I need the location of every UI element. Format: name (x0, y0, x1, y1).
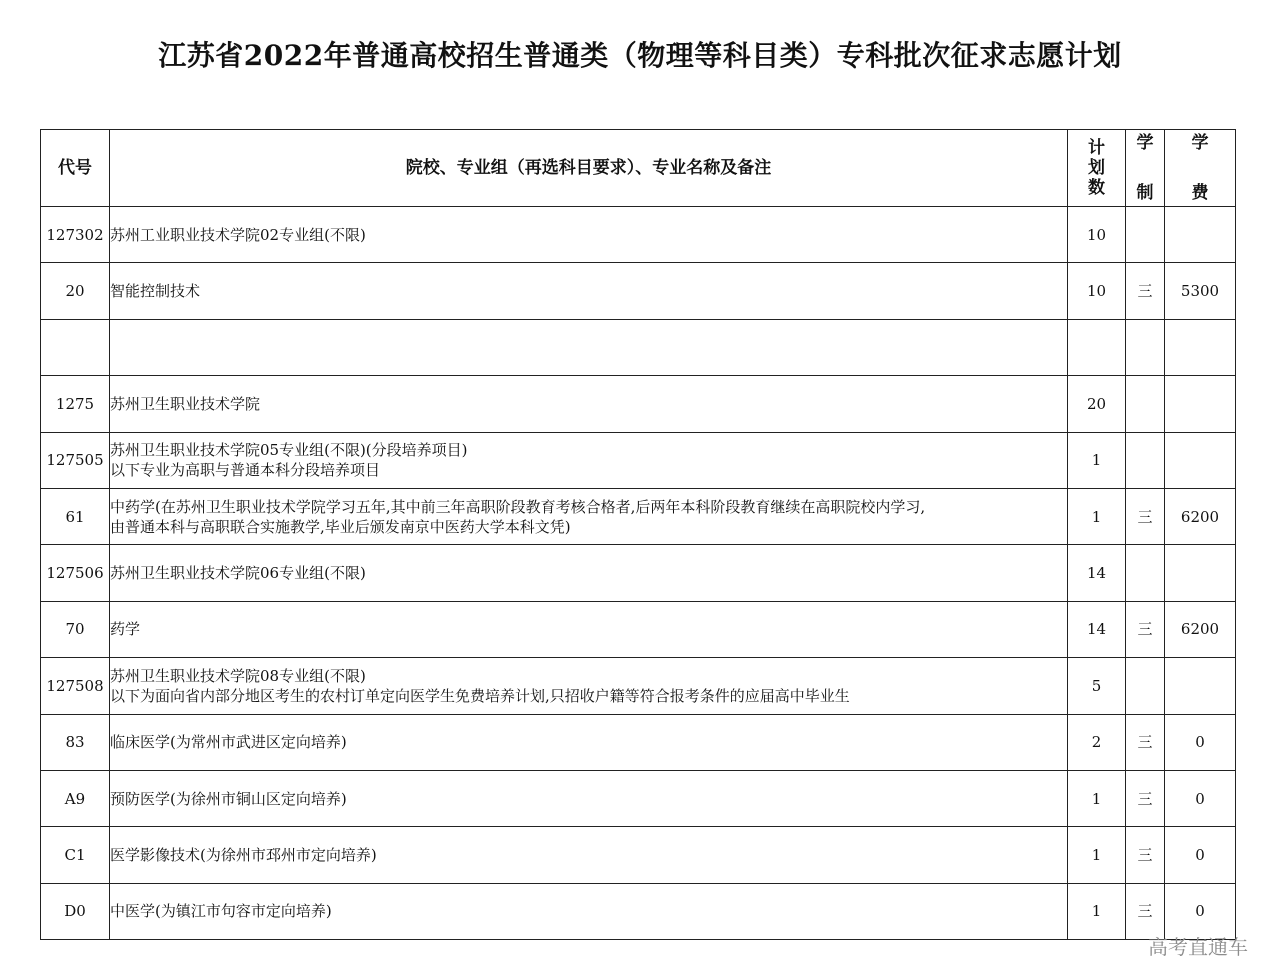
cell-plan: 1 (1068, 770, 1126, 826)
cell-fee: 6200 (1165, 488, 1236, 544)
cell-fee (1165, 319, 1236, 375)
cell-code: 1275 (41, 376, 110, 432)
cell-fee (1165, 207, 1236, 263)
cell-name-line: 中医学(为镇江市句容市定向培养) (110, 902, 332, 921)
table-row (41, 770, 1236, 826)
cell-name (110, 658, 1068, 714)
cell-name-line: 以下为面向省内部分地区考生的农村订单定向医学生免费培养计划,只招收户籍等符合报考条件的应届高中毕业生 (110, 686, 850, 705)
cell-code: 61 (41, 488, 110, 544)
cell-name-line: 苏州工业职业技术学院02专业组(不限) (110, 225, 366, 244)
cell-plan: 1 (1068, 432, 1126, 488)
header-fee: 学 费 (1165, 130, 1236, 207)
table-row (41, 207, 1236, 263)
cell-plan: 14 (1068, 545, 1126, 601)
cell-name-line: 智能控制技术 (110, 282, 201, 301)
cell-fee: 0 (1165, 827, 1236, 883)
header-plan: 计 划 数 (1068, 130, 1126, 207)
table-row (41, 714, 1236, 770)
cell-name-line: 苏州卫生职业技术学院05专业组(不限)(分段培养项目) (110, 441, 468, 460)
cell-duration (1126, 207, 1165, 263)
cell-duration (1126, 658, 1165, 714)
cell-name-line: 以下专业为高职与普通本科分段培养项目 (110, 461, 381, 480)
cell-duration: 三 (1126, 263, 1165, 319)
cell-code (41, 319, 110, 375)
cell-plan: 2 (1068, 714, 1126, 770)
header-code: 代号 (41, 130, 110, 207)
table-row (41, 376, 1236, 432)
cell-name-line: 中药学(在苏州卫生职业技术学院学习五年,其中前三年高职阶段教育考核合格者,后两年本科阶段教育继续在高职院校内学习, (110, 497, 926, 516)
cell-plan: 5 (1068, 658, 1126, 714)
table-row (41, 827, 1236, 883)
cell-fee: 6200 (1165, 601, 1236, 657)
table-row (41, 658, 1236, 714)
cell-name-line: 由普通本科与高职联合实施教学,毕业后颁发南京中医药大学本科文凭) (110, 517, 571, 536)
cell-plan: 10 (1068, 263, 1126, 319)
cell-code: 83 (41, 714, 110, 770)
cell-name (110, 432, 1068, 488)
cell-name (110, 319, 1068, 375)
cell-plan: 1 (1068, 488, 1126, 544)
cell-code: 127505 (41, 432, 110, 488)
table-row (41, 883, 1236, 939)
cell-name (110, 263, 1068, 319)
cell-fee (1165, 658, 1236, 714)
header-duration: 学 制 (1126, 130, 1165, 207)
cell-duration: 三 (1126, 883, 1165, 939)
cell-fee: 0 (1165, 770, 1236, 826)
cell-name (110, 545, 1068, 601)
header-name: 院校、专业组（再选科目要求）、专业名称及备注 (110, 130, 1068, 207)
cell-name (110, 770, 1068, 826)
cell-name-line: 苏州卫生职业技术学院 (110, 394, 261, 413)
cell-name-line: 临床医学(为常州市武进区定向培养) (110, 733, 347, 752)
cell-plan: 20 (1068, 376, 1126, 432)
cell-duration: 三 (1126, 601, 1165, 657)
cell-fee (1165, 376, 1236, 432)
cell-code: C1 (41, 827, 110, 883)
cell-name (110, 376, 1068, 432)
cell-code: D0 (41, 883, 110, 939)
cell-duration: 三 (1126, 488, 1165, 544)
cell-duration: 三 (1126, 827, 1165, 883)
table-row (41, 545, 1236, 601)
plan-table (40, 129, 1236, 940)
cell-code: 70 (41, 601, 110, 657)
cell-name (110, 827, 1068, 883)
cell-duration (1126, 432, 1165, 488)
table-body (41, 207, 1236, 940)
cell-name-line: 医学影像技术(为徐州市邳州市定向培养) (110, 845, 377, 864)
cell-name-line: 药学 (110, 620, 141, 639)
watermark: 高考直通车 (1148, 935, 1248, 959)
cell-plan (1068, 319, 1126, 375)
cell-code: 127508 (41, 658, 110, 714)
cell-code: 20 (41, 263, 110, 319)
cell-plan: 1 (1068, 883, 1126, 939)
cell-name (110, 601, 1068, 657)
cell-name (110, 207, 1068, 263)
cell-name-line: 预防医学(为徐州市铜山区定向培养) (110, 789, 347, 808)
cell-code: 127302 (41, 207, 110, 263)
cell-duration: 三 (1126, 770, 1165, 826)
table-row (41, 432, 1236, 488)
cell-fee (1165, 432, 1236, 488)
document-title: 江苏省2022年普通高校招生普通类（物理等科目类）专科批次征求志愿计划 (158, 39, 1122, 72)
cell-duration (1126, 319, 1165, 375)
table-row (41, 601, 1236, 657)
cell-fee: 5300 (1165, 263, 1236, 319)
cell-fee: 0 (1165, 714, 1236, 770)
cell-plan: 14 (1068, 601, 1126, 657)
cell-fee: 0 (1165, 883, 1236, 939)
cell-duration (1126, 545, 1165, 601)
cell-duration (1126, 376, 1165, 432)
cell-code: 127506 (41, 545, 110, 601)
cell-name-line: 苏州卫生职业技术学院06专业组(不限) (110, 564, 366, 583)
cell-plan: 10 (1068, 207, 1126, 263)
cell-plan: 1 (1068, 827, 1126, 883)
cell-name-line: 苏州卫生职业技术学院08专业组(不限) (110, 666, 366, 685)
cell-code: A9 (41, 770, 110, 826)
cell-name (110, 714, 1068, 770)
cell-duration: 三 (1126, 714, 1165, 770)
cell-fee (1165, 545, 1236, 601)
table-row (41, 263, 1236, 319)
cell-name (110, 488, 1068, 544)
table-row (41, 488, 1236, 544)
table-header-row (41, 130, 1236, 207)
table-row (41, 319, 1236, 375)
cell-name (110, 883, 1068, 939)
